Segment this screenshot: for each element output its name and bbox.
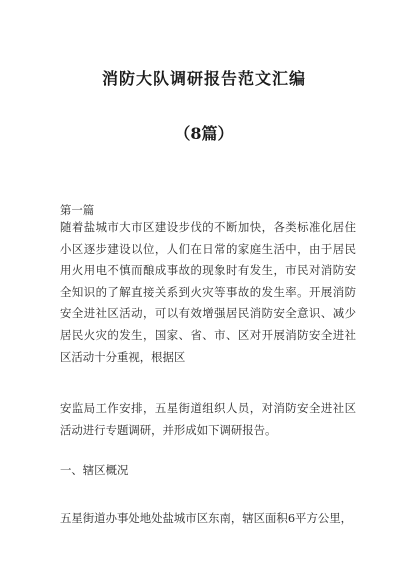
paragraph-line: 随着盐城市大市区建设步伐的不断加快，各类标准化居住 xyxy=(60,220,356,234)
paragraph-line: 用火用电不慎而酿成事故的现象时有发生，市民对消防安 xyxy=(60,263,356,278)
paragraph-line: 区活动十分重视，根据区 xyxy=(60,349,186,364)
paragraph-line: 五星街道办事处地处盐城市区东南，辖区面积6平方公里， xyxy=(60,511,353,525)
paragraph-line: 全知识的了解直接关系到火灾等事故的发生率。开展消防 xyxy=(60,284,356,299)
paragraph-1 xyxy=(60,217,356,368)
paragraph-line: 活动进行专题调研，并形成如下调研报告。 xyxy=(60,422,277,437)
paragraph-line: 居民火灾的发生，国家、省、市、区对开展消防安全进社 xyxy=(60,327,356,342)
paragraph-3 xyxy=(60,508,356,530)
section-heading-1: 一、辖区概况 xyxy=(60,463,129,477)
paragraph-line: 安全进社区活动，可以有效增强居民消防安全意识、减少 xyxy=(60,306,356,321)
document-subtitle: （8篇） xyxy=(174,124,234,143)
paragraph-line: 安监局工作安排，五星街道组织人员，对消防安全进社区 xyxy=(60,401,356,415)
paragraph-line: 小区逐步建设以位，人们在日常的家庭生活中，由于居民 xyxy=(60,241,356,256)
section-label: 第一篇 xyxy=(60,203,95,217)
paragraph-2 xyxy=(60,398,356,441)
document-title: 消防大队调研报告范文汇编 xyxy=(101,69,306,88)
